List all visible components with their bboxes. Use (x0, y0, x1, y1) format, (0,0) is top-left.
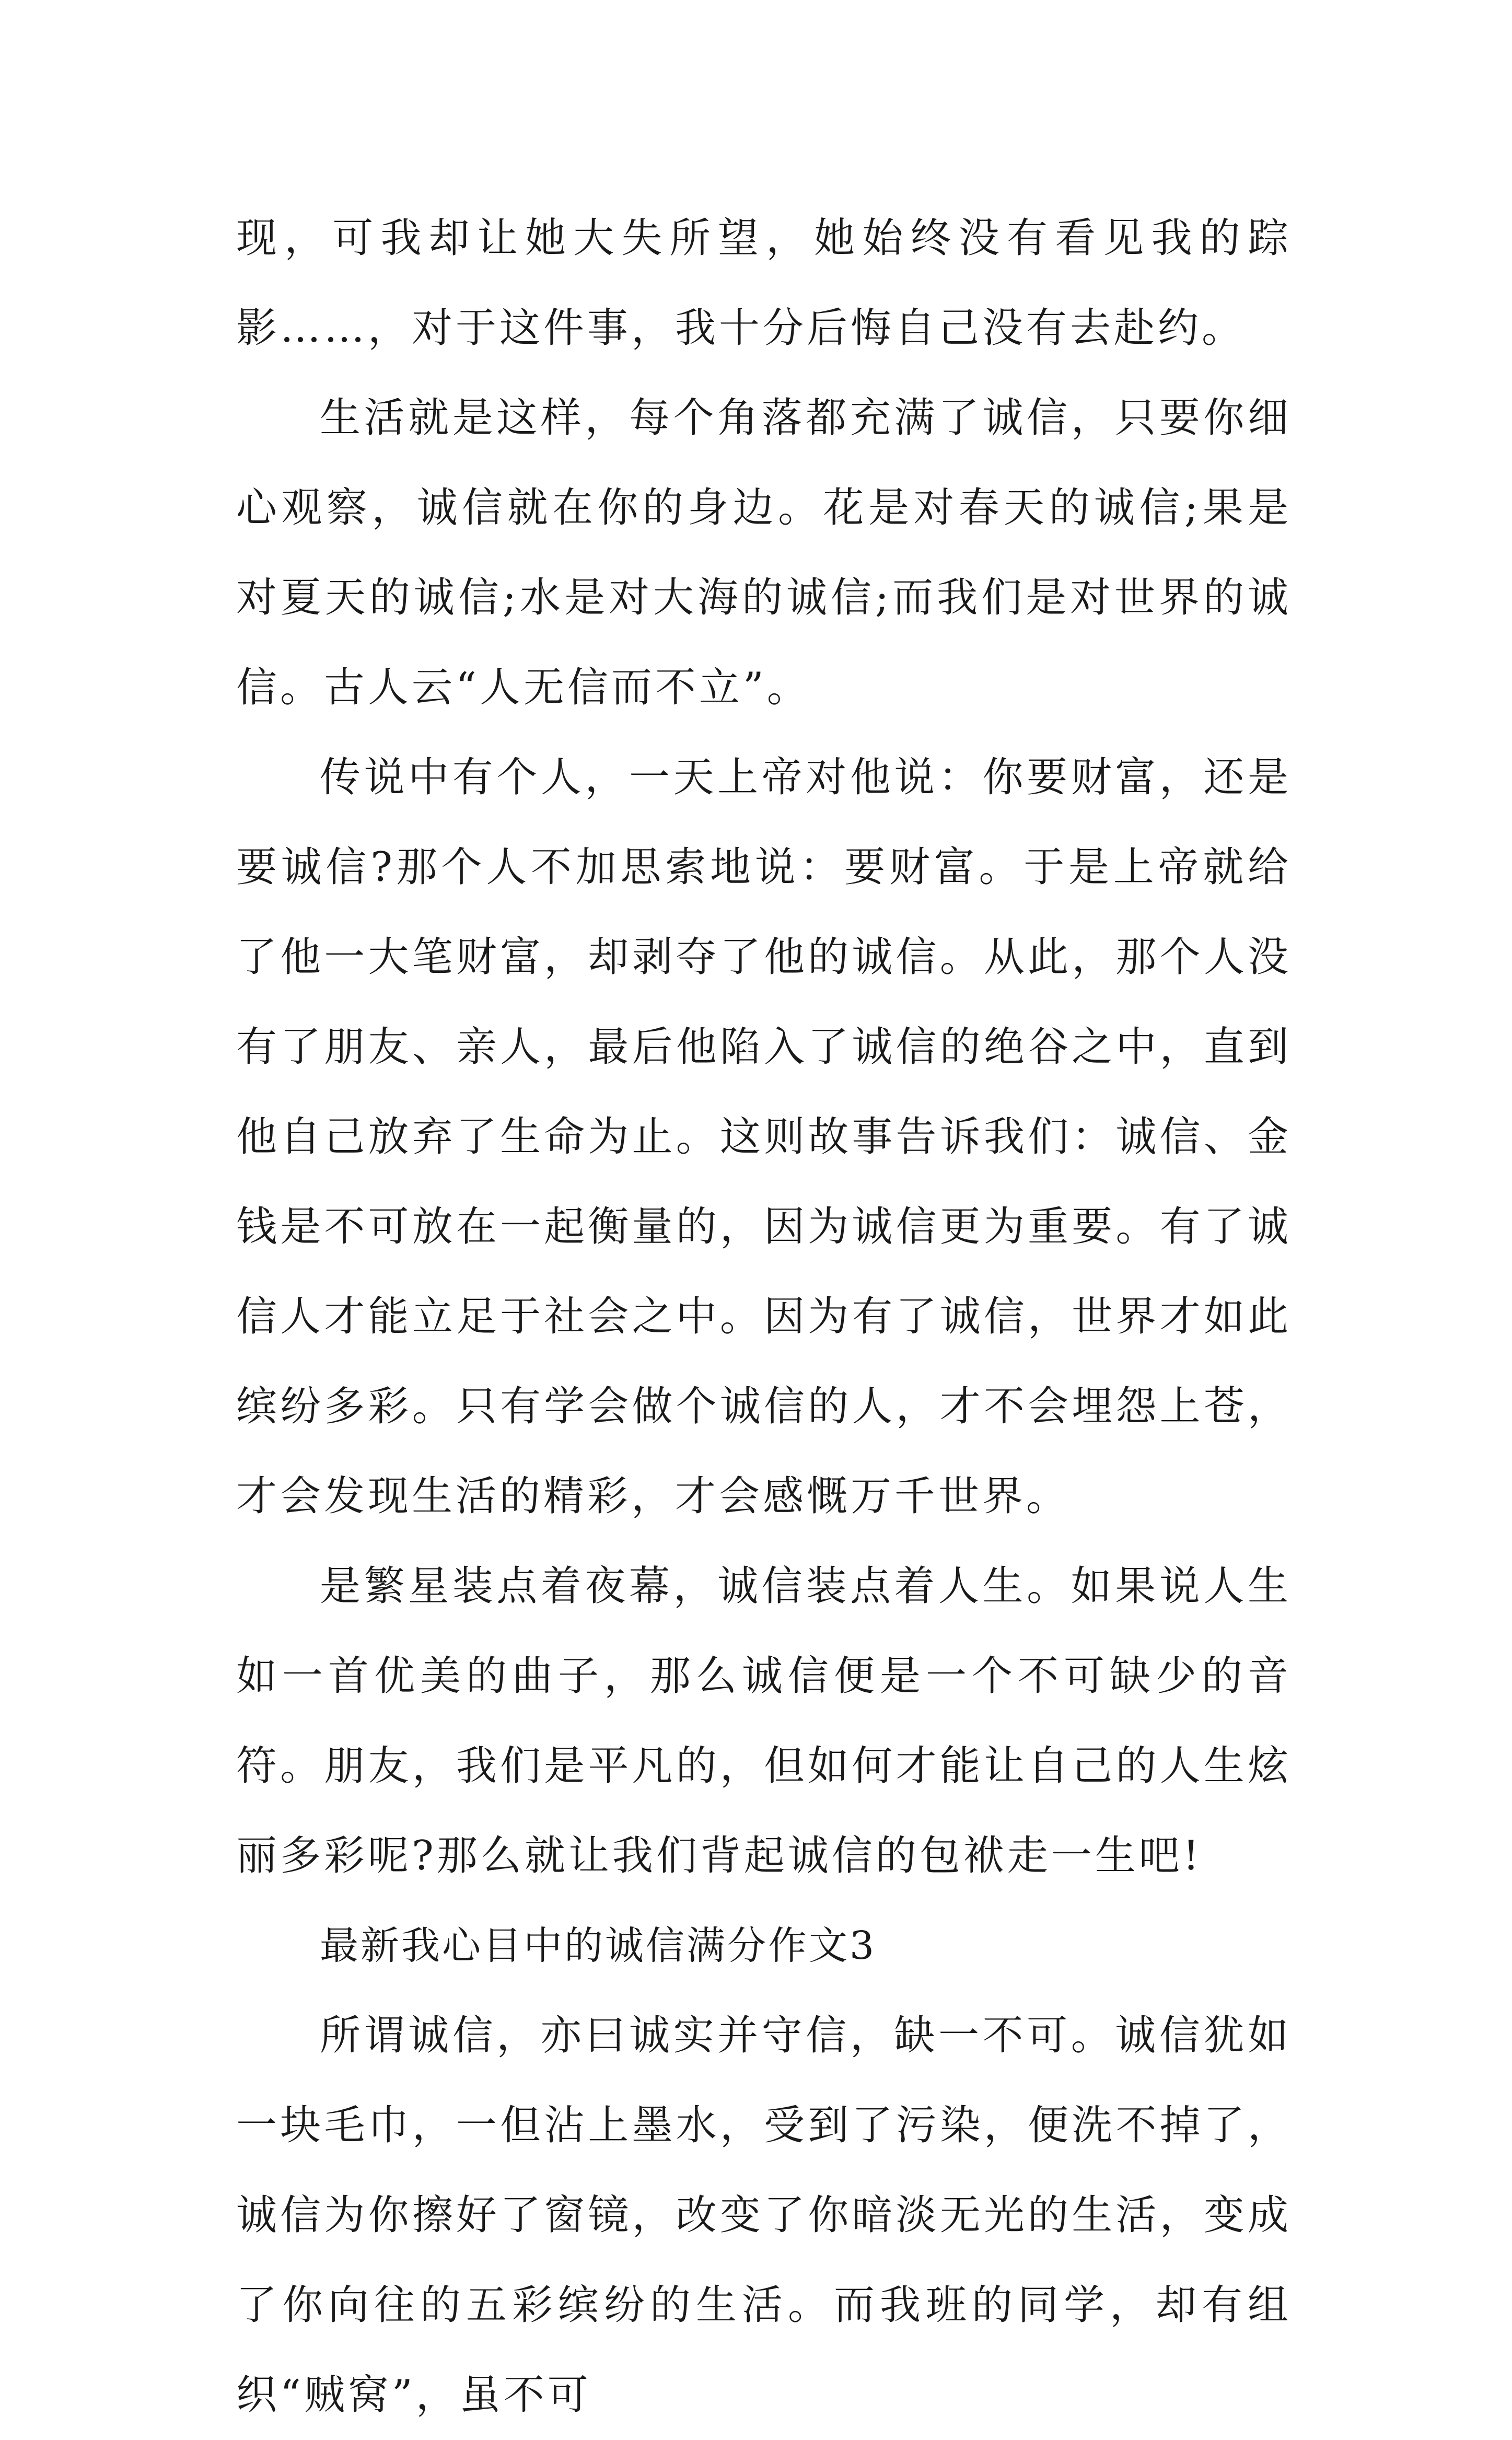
paragraph-2: 生活就是这样，每个角落都充满了诚信，只要你细心观察，诚信就在你的身边。花是对春天的诚信;果是对夏天的诚信;水是对大海的诚信;而我们是对世界的诚信。古人云“人无信而不立”。 (236, 394, 1292, 711)
paragraph-3: 传说中有个人，一天上帝对他说：你要财富，还是要诚信?那个人不加思索地说：要财富。于是上帝就给了他一大笔财富，却剥夺了他的诚信。从此，那个人没有了朋友、亲人，最后他陷入了诚信的绝谷之中，直到他自己放弃了生命为止。这则故事告诉我们：诚信、金钱是不可放在一起衡量的，因为诚信更为重要。有了诚信人才能立足于社会之中。因为有了诚信，世界才如此缤纷多彩。只有学会做个诚信的人，才不会埋怨上苍，才会发现生活的精彩，才会感慨万千世界。 (236, 754, 1292, 1520)
essay-heading: 最新我心目中的诚信满分作文3 (320, 1923, 877, 1968)
paragraph-5: 所谓诚信，亦曰诚实并守信，缺一不可。诚信犹如一块毛巾，一但沾上墨水，受到了污染，便洗不掉了，诚信为你擦好了窗镜，改变了你暗淡无光的生活，变成了你向往的五彩缤纷的生活。而我班的同学，却有组织“贼窝”，虽不可 (236, 2012, 1292, 2419)
paragraph-4: 是繁星装点着夜幕，诚信装点着人生。如果说人生如一首优美的曲子，那么诚信便是一个不可缺少的音符。朋友，我们是平凡的，但如何才能让自己的人生炫丽多彩呢?那么就让我们背起诚信的包袱走一生吧! (236, 1563, 1292, 1879)
paragraph-1: 现，可我却让她大失所望，她始终没有看见我的踪影……，对于这件事，我十分后悔自己没有去赴约。 (236, 215, 1292, 352)
document-body (236, 193, 1292, 2440)
